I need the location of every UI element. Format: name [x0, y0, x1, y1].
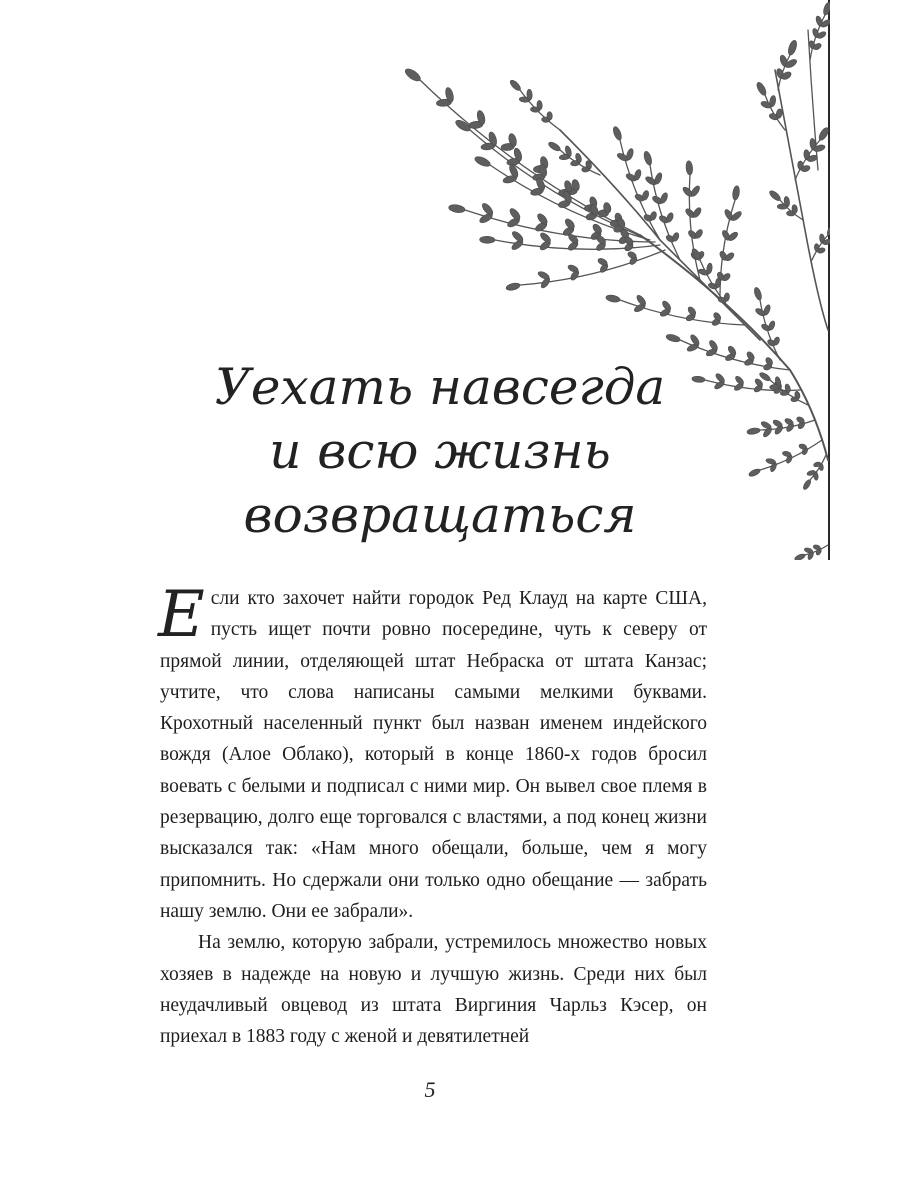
- grass-leaf: [760, 420, 772, 430]
- grass-leaf: [798, 443, 807, 450]
- grass-leaf: [765, 458, 776, 465]
- grass-leaf: [649, 211, 657, 221]
- grass-leaf: [547, 140, 561, 152]
- grass-leaf: [753, 287, 763, 301]
- grass-stem: [620, 140, 660, 240]
- grass-leaf: [776, 108, 783, 118]
- grass-leaf: [748, 468, 761, 478]
- grass-leaf: [746, 427, 760, 435]
- grass-leaf: [687, 305, 698, 316]
- grass-leaf: [612, 126, 623, 142]
- grass-leaf: [822, 2, 830, 16]
- grass-leaf: [724, 251, 735, 262]
- grass-leaf: [625, 148, 634, 161]
- grass-leaf: [813, 544, 821, 550]
- grass-leaf: [505, 282, 520, 292]
- chapter-title-line-3: возвращаться: [243, 486, 637, 544]
- grass-leaf: [721, 272, 731, 282]
- grass-leaf: [763, 304, 772, 316]
- grass-leaf: [665, 212, 674, 223]
- grass-leaf: [547, 111, 553, 120]
- chapter-title-line-2: и всю жизнь: [269, 422, 611, 480]
- grass-leaf: [653, 172, 663, 185]
- chapter-title-line-1: Уехать навсегда: [214, 358, 666, 416]
- grass-leaf: [633, 169, 642, 181]
- grass-leaf: [685, 160, 693, 175]
- grass-leaf: [787, 39, 799, 56]
- grass-leaf: [817, 126, 830, 142]
- grass-leaf: [473, 155, 491, 169]
- paragraph-1-text: сли кто захочет найти городок Ред Клауд на карте США, пусть ищет почти ровно посередине, чуть к северу от прямой линии, отделяющей штат Небраска от штата Канзас; учтите, что слова написаны самыми мелкими буквами. Крохотный населенный пункт был назван именем индейского вождя (Алое Облако), который в конце 1860-х годов бросил воевать с белыми и подписал с ними мир. Он вывел свое племя в резервацию, долго еще торговался с властями, а под конец жизни высказался так: «Нам много обещали, больше, чем я могу припомнить. Но сдержали они только одно обещание — забрать нашу землю. Они ее забрали».: [160, 588, 707, 922]
- paragraph-2: На землю, которую забрали, устремилось множество новых хозяев в надежде на новую и лучшую жизнь. Среди них был неудачливый овцевод из штата Виргиния Чарльз Кэсер, он приехал в 1883 году с женой и девятилетней: [160, 932, 707, 1048]
- grass-leaf: [605, 294, 620, 303]
- chapter-title: [160, 355, 720, 547]
- grass-stem: [775, 70, 828, 330]
- grass-leaf: [537, 100, 543, 110]
- grass-leaf: [727, 231, 739, 243]
- grass-leaf: [661, 300, 672, 312]
- grass-leaf: [708, 339, 719, 352]
- grass-leaf: [643, 150, 654, 166]
- grass-leaf: [782, 450, 792, 457]
- grass-leaf: [480, 236, 496, 243]
- grass-leaf: [794, 553, 806, 560]
- grass-leaf: [768, 320, 776, 331]
- grass-leaf: [591, 223, 603, 235]
- body-text: [158, 578, 707, 1052]
- grass-leaf: [732, 185, 741, 200]
- grass-leaf: [509, 79, 523, 93]
- drop-cap: Е: [158, 578, 205, 652]
- grass-leaf: [769, 95, 777, 107]
- grass-leaf: [724, 293, 730, 302]
- grass-leaf: [802, 479, 812, 491]
- grass-leaf: [690, 185, 702, 198]
- grass-leaf: [641, 190, 650, 201]
- grass-leaf: [659, 192, 668, 204]
- grass-leaf: [537, 270, 550, 280]
- grass-stem: [520, 250, 665, 285]
- grass-leaf: [706, 263, 713, 274]
- grass-leaf: [804, 547, 814, 554]
- grass-leaf: [403, 67, 422, 84]
- page-number: 5: [424, 1077, 436, 1102]
- grass-leaf: [755, 81, 768, 97]
- paragraph-1: [158, 578, 707, 927]
- grass-leaf: [768, 189, 782, 202]
- grass-leaf: [448, 204, 466, 214]
- grass-leaf: [826, 223, 830, 236]
- grass-leaf: [567, 264, 579, 274]
- grass-leaf: [665, 333, 681, 343]
